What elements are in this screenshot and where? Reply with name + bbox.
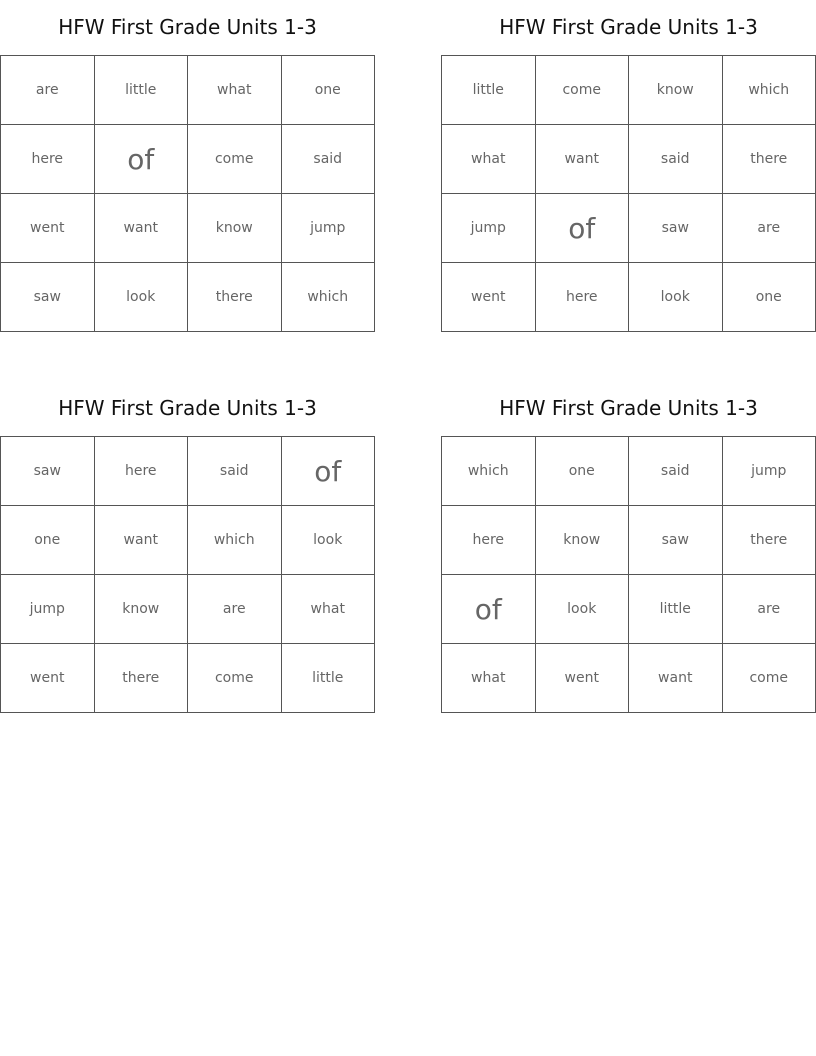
word-cell: know bbox=[535, 506, 629, 575]
word-cell: are bbox=[722, 575, 816, 644]
word-cell: look bbox=[94, 263, 188, 332]
card-title: HFW First Grade Units 1-3 bbox=[58, 396, 317, 420]
grid-row bbox=[442, 125, 816, 194]
grid-row bbox=[442, 506, 816, 575]
word-cell: of bbox=[535, 194, 629, 263]
word-cell: which bbox=[281, 263, 375, 332]
grid-row bbox=[1, 56, 375, 125]
word-cell: there bbox=[722, 506, 816, 575]
word-cell: went bbox=[535, 644, 629, 713]
word-cell: jump bbox=[1, 575, 95, 644]
word-cell: come bbox=[188, 644, 282, 713]
bingo-card bbox=[0, 381, 375, 713]
bingo-grid bbox=[0, 436, 375, 713]
word-cell: went bbox=[1, 644, 95, 713]
word-cell: here bbox=[1, 125, 95, 194]
grid-row bbox=[1, 644, 375, 713]
card-title: HFW First Grade Units 1-3 bbox=[499, 396, 758, 420]
word-cell: know bbox=[188, 194, 282, 263]
word-cell: little bbox=[629, 575, 723, 644]
word-cell: of bbox=[94, 125, 188, 194]
word-cell: here bbox=[535, 263, 629, 332]
word-cell: saw bbox=[1, 263, 95, 332]
word-cell: want bbox=[535, 125, 629, 194]
word-cell: little bbox=[281, 644, 375, 713]
word-cell: little bbox=[442, 56, 536, 125]
word-cell: which bbox=[188, 506, 282, 575]
grid-row bbox=[1, 437, 375, 506]
word-cell: said bbox=[629, 437, 723, 506]
word-cell: of bbox=[442, 575, 536, 644]
grid-row bbox=[1, 263, 375, 332]
word-cell: said bbox=[629, 125, 723, 194]
word-cell: know bbox=[94, 575, 188, 644]
grid-row bbox=[442, 575, 816, 644]
bingo-grid bbox=[441, 436, 816, 713]
grid-row bbox=[442, 437, 816, 506]
bingo-card bbox=[441, 381, 816, 713]
grid-row bbox=[442, 644, 816, 713]
word-cell: come bbox=[535, 56, 629, 125]
bingo-grid bbox=[0, 55, 375, 332]
word-cell: saw bbox=[1, 437, 95, 506]
bingo-card bbox=[441, 0, 816, 332]
word-cell: want bbox=[94, 506, 188, 575]
word-cell: jump bbox=[442, 194, 536, 263]
grid-row bbox=[1, 125, 375, 194]
word-cell: look bbox=[629, 263, 723, 332]
word-cell: went bbox=[442, 263, 536, 332]
word-cell: here bbox=[94, 437, 188, 506]
card-title: HFW First Grade Units 1-3 bbox=[499, 15, 758, 39]
bingo-card bbox=[0, 0, 375, 332]
card-title: HFW First Grade Units 1-3 bbox=[58, 15, 317, 39]
word-cell: which bbox=[722, 56, 816, 125]
word-cell: are bbox=[188, 575, 282, 644]
word-cell: jump bbox=[722, 437, 816, 506]
word-cell: there bbox=[722, 125, 816, 194]
word-cell: there bbox=[94, 644, 188, 713]
word-cell: little bbox=[94, 56, 188, 125]
word-cell: there bbox=[188, 263, 282, 332]
word-cell: one bbox=[535, 437, 629, 506]
word-cell: are bbox=[722, 194, 816, 263]
word-cell: know bbox=[629, 56, 723, 125]
word-cell: one bbox=[722, 263, 816, 332]
word-cell: here bbox=[442, 506, 536, 575]
word-cell: one bbox=[1, 506, 95, 575]
word-cell: went bbox=[1, 194, 95, 263]
word-cell: what bbox=[442, 644, 536, 713]
word-cell: jump bbox=[281, 194, 375, 263]
bingo-grid bbox=[441, 55, 816, 332]
word-cell: look bbox=[535, 575, 629, 644]
word-cell: which bbox=[442, 437, 536, 506]
grid-row bbox=[1, 575, 375, 644]
grid-row bbox=[442, 56, 816, 125]
word-cell: are bbox=[1, 56, 95, 125]
word-cell: saw bbox=[629, 194, 723, 263]
word-cell: come bbox=[188, 125, 282, 194]
word-cell: want bbox=[94, 194, 188, 263]
word-cell: said bbox=[188, 437, 282, 506]
grid-row bbox=[442, 263, 816, 332]
word-cell: one bbox=[281, 56, 375, 125]
word-cell: what bbox=[281, 575, 375, 644]
word-cell: want bbox=[629, 644, 723, 713]
grid-row bbox=[1, 506, 375, 575]
word-cell: come bbox=[722, 644, 816, 713]
word-cell: look bbox=[281, 506, 375, 575]
word-cell: saw bbox=[629, 506, 723, 575]
grid-row bbox=[442, 194, 816, 263]
word-cell: what bbox=[188, 56, 282, 125]
word-cell: of bbox=[281, 437, 375, 506]
grid-row bbox=[1, 194, 375, 263]
word-cell: said bbox=[281, 125, 375, 194]
word-cell: what bbox=[442, 125, 536, 194]
